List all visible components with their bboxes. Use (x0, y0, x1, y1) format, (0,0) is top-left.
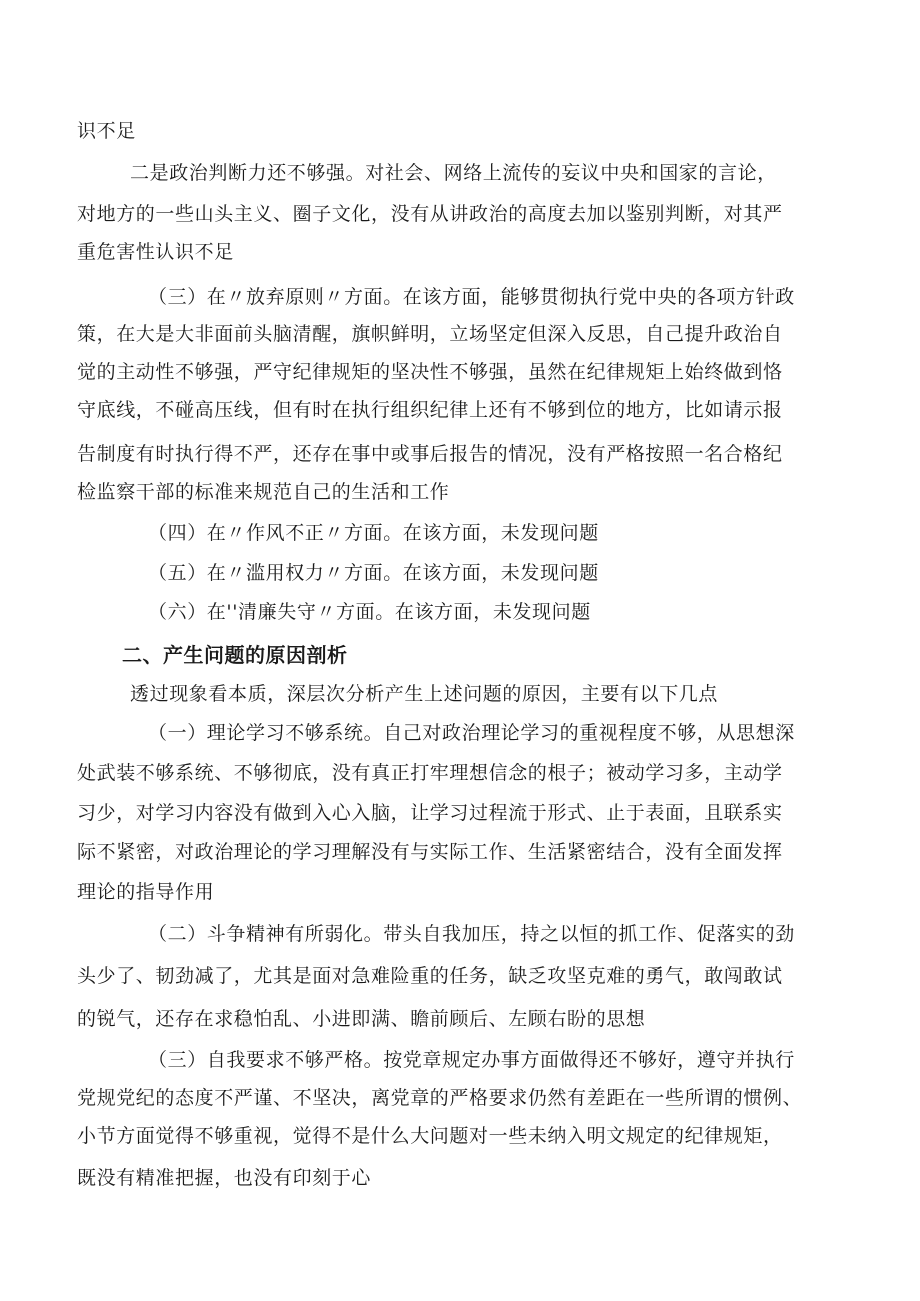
paragraph-line: 检监察干部的标准来规范自己的生活和工作 (77, 481, 450, 503)
paragraph-line: 党规党纪的态度不严谨、不坚决，离党章的严格要求仍然有差距在一些所谓的惯例、 (77, 1087, 803, 1109)
paragraph-line: 重危害性认识不足 (77, 241, 234, 263)
paragraph-line: 对地方的一些山头主义、圈子文化，没有从讲政治的高度去加以鉴别判断，对其严 (77, 203, 783, 225)
paragraph-line: 识不足 (77, 120, 136, 142)
paragraph-line: （二）斗争精神有所弱化。带头自我加压，持之以恒的抓工作、促落实的劲 (148, 923, 795, 945)
paragraph-line: （三）在〃放弃原则〃方面。在该方面，能够贯彻执行党中央的各项方针政 (148, 286, 795, 308)
paragraph-line: 的锐气，还存在求稳怕乱、小进即满、瞻前顾后、左顾右盼的思想 (77, 1008, 646, 1030)
paragraph-line: 觉的主动性不够强，严守纪律规矩的坚决性不够强，虽然在纪律规矩上始终做到恪 (77, 361, 783, 383)
paragraph-line: 透过现象看本质，深层次分析产生上述问题的原因，主要有以下几点 (130, 683, 719, 705)
paragraph-line: 处武装不够系统、不够彻底，没有真正打牢理想信念的根子；被动学习多，主动学 (77, 762, 783, 784)
paragraph-line: 头少了、韧劲减了，尤其是面对急难险重的任务，缺乏攻坚克难的勇气，敢闯敢试 (77, 965, 783, 987)
paragraph-line: 告制度有时执行得不严，还存在事中或事后报告的情况，没有严格按照一名合格纪 (77, 443, 783, 465)
paragraph-line: （一）理论学习不够系统。自己对政治理论学习的重视程度不够，从思想深 (148, 722, 795, 744)
paragraph-line: 小节方面觉得不够重视，觉得不是什么大问题对一些未纳入明文规定的纪律规矩， (77, 1125, 783, 1147)
paragraph-line: （四）在〃作风不正〃方面。在该方面，未发现问题 (148, 522, 599, 544)
paragraph-line: 二是政治判断力还不够强。对社会、网络上流传的妄议中央和国家的言论， (130, 162, 777, 184)
paragraph-line: 守底线，不碰高压线，但有时在执行组织纪律上还有不够到位的地方，比如请示报 (77, 399, 783, 421)
paragraph-line: 既没有精准把握，也没有印刻于心 (77, 1167, 372, 1189)
paragraph-line: 习少，对学习内容没有做到入心入脑，让学习过程流于形式、止于表面，且联系实 (77, 802, 783, 824)
paragraph-line: （三）自我要求不够严格。按党章规定办事方面做得还不够好，遵守并执行 (148, 1049, 795, 1071)
paragraph-line: 际不紧密，对政治理论的学习理解没有与实际工作、生活紧密结合，没有全面发挥 (77, 841, 783, 863)
section-heading: 二、产生问题的原因剖析 (122, 643, 348, 667)
paragraph-line: （六）在''清廉失守〃方面。在该方面，未发现问题 (148, 601, 591, 623)
paragraph-line: 理论的指导作用 (77, 881, 215, 903)
paragraph-line: （五）在〃滥用权力〃方面。在该方面，未发现问题 (148, 562, 599, 584)
paragraph-line: 策，在大是大非面前头脑清醒，旗帜鲜明，立场坚定但深入反思，自己提升政治自 (77, 323, 783, 345)
